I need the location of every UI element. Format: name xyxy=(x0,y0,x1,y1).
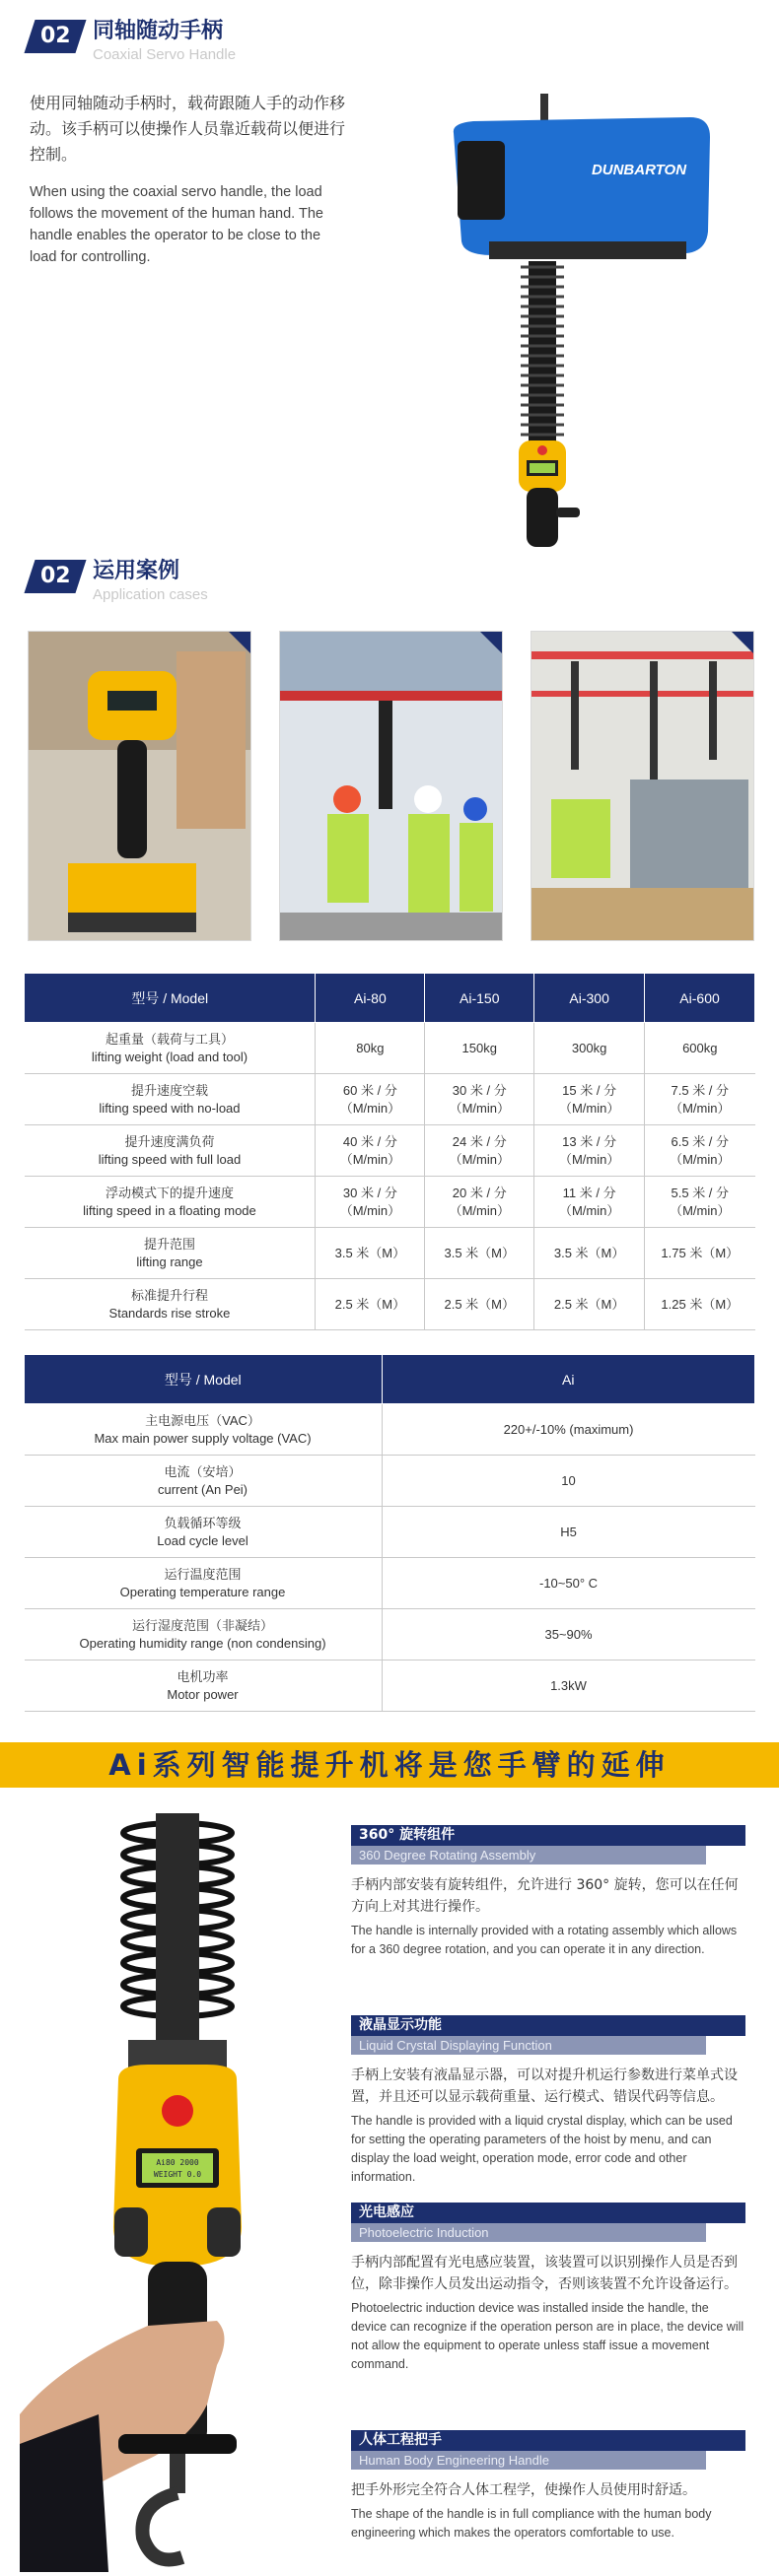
spec-value-cell xyxy=(425,1279,534,1330)
spec-value-cell: 10 xyxy=(382,1456,754,1507)
spec-value-cell xyxy=(645,1279,755,1330)
spec-label-cell xyxy=(25,1228,316,1279)
spec-value-cell xyxy=(534,1023,645,1074)
feature-block xyxy=(351,2203,745,2374)
feature-text-cn: 把手外形完全符合人体工程学，使操作人员使用时舒适。 xyxy=(351,2482,696,2498)
spec-value: 1.25 米（M） xyxy=(661,1296,740,1312)
spec-value-cell xyxy=(645,1023,755,1074)
spec-label-cn: 提升范围 xyxy=(143,1236,195,1252)
spec-value-cell xyxy=(534,1279,645,1330)
spec-value: 2.5 米（M） xyxy=(553,1296,625,1312)
table-row xyxy=(25,1125,755,1177)
table-header-cell: Ai-600 xyxy=(645,974,755,1023)
feature-text-en: The shape of the handle is in full compliance with the human body engineering which makes the operators comfortable to use. xyxy=(351,2507,712,2540)
spec-value: 150kg xyxy=(461,1040,497,1055)
feature-block xyxy=(351,2015,745,2187)
spec-label-cn: 负载循环等级 xyxy=(164,1515,242,1530)
feature-text-cn: 手柄内部配置有光电感应装置，该装置可以识别操作人员是否到位，除非操作人员发出运动指令，否则该装置不允许设备运行。 xyxy=(351,2255,738,2292)
spec-value: 3.5 米（M） xyxy=(553,1245,625,1260)
intro-text-en: When using the coaxial servo handle, the load follows the movement of the human hand. The handle enables the operator to be close to the load for controlling. xyxy=(30,184,323,265)
table-header-cell: Ai-300 xyxy=(534,974,645,1023)
table-header-row xyxy=(25,974,755,1023)
spec-value-unit: （M/min） xyxy=(339,1202,401,1218)
spec-label-cn: 运行温度范围 xyxy=(164,1566,242,1582)
spec-label-en: Load cycle level xyxy=(157,1532,248,1548)
spec-value: 600kg xyxy=(682,1040,718,1055)
spec-value-cell xyxy=(425,1074,534,1125)
feature-title-en: Human Body Engineering Handle xyxy=(351,2451,706,2470)
feature-text-en: The handle is internally provided with a rotating assembly which allows for a 360 degree rotation, and you can operate it in any direction. xyxy=(351,1924,738,1956)
spec-value-cell xyxy=(534,1074,645,1125)
spec-value-cell xyxy=(645,1074,755,1125)
feature-text-en: Photoelectric induction device was installed inside the handle, the device can recognize if the operation person are in place, the device will not allow the equipment to operate unless staff issue a movement command. xyxy=(351,2301,744,2371)
spec-value: 6.5 米 / 分 xyxy=(671,1133,730,1149)
spec-value-cell xyxy=(645,1177,755,1228)
section-title-en: Coaxial Servo Handle xyxy=(93,46,237,63)
table-header-cell: Ai-150 xyxy=(425,974,534,1023)
table-row xyxy=(25,1507,755,1558)
spec-value-unit: （M/min） xyxy=(558,1151,620,1167)
table-header-cell: Ai xyxy=(382,1355,754,1404)
table-row xyxy=(25,1558,755,1609)
feature-block xyxy=(351,1825,745,1959)
spec-value-cell xyxy=(425,1125,534,1177)
application-photo-3 xyxy=(531,631,754,941)
spec-value-unit: （M/min） xyxy=(449,1202,510,1218)
hoist-product-image xyxy=(434,94,730,567)
spec-table-models xyxy=(24,973,755,1330)
spec-label-cn: 电机功率 xyxy=(177,1668,229,1684)
spec-value-cell: 1.3kW xyxy=(382,1661,754,1712)
spec-value-cell xyxy=(534,1125,645,1177)
spec-value-cell: 220+/-10% (maximum) xyxy=(382,1404,754,1456)
feature-title-cn: 液晶显示功能 xyxy=(351,2015,745,2036)
spec-value: 24 米 / 分 xyxy=(452,1133,507,1149)
intro-text-cn: 使用同轴随动手柄时，载荷跟随人手的动作移动。该手柄可以使操作人员靠近载荷以便进行控制。 xyxy=(30,94,346,164)
spec-label-en: Motor power xyxy=(167,1686,239,1702)
section-title-en: Application cases xyxy=(93,586,208,603)
table-row xyxy=(25,1404,755,1456)
spec-label-en: Operating temperature range xyxy=(119,1584,286,1599)
spec-value: 13 米 / 分 xyxy=(562,1133,617,1149)
spec-value: 60 米 / 分 xyxy=(342,1082,397,1098)
table-row xyxy=(25,1609,755,1661)
spec-value: 80kg xyxy=(356,1040,385,1055)
spec-label-cell xyxy=(25,1661,383,1712)
spec-value: 15 米 / 分 xyxy=(562,1082,617,1098)
feature-title-en: Photoelectric Induction xyxy=(351,2223,706,2242)
table-row xyxy=(25,1074,755,1125)
spec-label-cell xyxy=(25,1507,383,1558)
spec-value-cell xyxy=(425,1228,534,1279)
spec-value-unit: （M/min） xyxy=(558,1202,620,1218)
spec-value-cell xyxy=(534,1228,645,1279)
table-header-row xyxy=(25,1355,755,1404)
feature-title-en: Liquid Crystal Displaying Function xyxy=(351,2036,706,2055)
feature-title-cn: 人体工程把手 xyxy=(351,2430,745,2451)
spec-label-cn: 提升速度满负荷 xyxy=(124,1133,215,1149)
table-row xyxy=(25,1177,755,1228)
spec-label-cell xyxy=(25,1609,383,1661)
table-row xyxy=(25,1279,755,1330)
spec-label-cell xyxy=(25,1558,383,1609)
spec-label-cell xyxy=(25,1456,383,1507)
spec-value: 3.5 米（M） xyxy=(334,1245,406,1260)
spec-value-unit: （M/min） xyxy=(449,1100,510,1116)
feature-text-en: The handle is provided with a liquid crystal display, which can be used for setting the operating parameters of the hoist by menu, and can display the load weight, operation mode, error code and other information. xyxy=(351,2114,733,2184)
spec-value-cell xyxy=(645,1228,755,1279)
spec-value: 11 米 / 分 xyxy=(562,1185,616,1200)
table-row xyxy=(25,1023,755,1074)
spec-value-unit: （M/min） xyxy=(670,1100,731,1116)
feature-text-cn: 手柄上安装有液晶显示器，可以对提升机运行参数进行菜单式设置，并且还可以显示载荷重量、运行模式、错误代码等信息。 xyxy=(351,2068,738,2105)
spec-label-cell xyxy=(25,1404,383,1456)
feature-block xyxy=(351,2430,745,2542)
spec-value: 5.5 米 / 分 xyxy=(671,1185,730,1200)
spec-value-cell: 35~90% xyxy=(382,1609,754,1661)
spec-label-en: Standards rise stroke xyxy=(108,1305,231,1321)
brand-logo: DUNBARTON xyxy=(591,162,687,178)
spec-value: 300kg xyxy=(571,1040,607,1055)
feature-title-cn: 光电感应 xyxy=(351,2203,745,2223)
spec-label-cell xyxy=(25,1177,316,1228)
spec-value: 40 米 / 分 xyxy=(342,1133,397,1149)
feature-title-en: 360 Degree Rotating Assembly xyxy=(351,1846,706,1864)
section-header-handle xyxy=(30,18,236,65)
spec-label-en: Operating humidity range (non condensing) xyxy=(79,1635,326,1651)
spec-value: 1.75 米（M） xyxy=(661,1245,740,1260)
spec-label-cell xyxy=(25,1279,316,1330)
spec-label-cn: 标准提升行程 xyxy=(130,1287,208,1303)
feature-text-cn: 手柄内部安装有旋转组件，允许进行 360° 旋转，您可以在任何方向上对其进行操作。 xyxy=(351,1877,739,1915)
table-header-cell: 型号 / Model xyxy=(25,1355,383,1404)
spec-value-unit: （M/min） xyxy=(558,1100,620,1116)
lcd-line-2: WEIGHT 0.0 xyxy=(153,2170,202,2179)
spec-value-cell xyxy=(316,1177,425,1228)
spec-value-cell: H5 xyxy=(382,1507,754,1558)
table-row xyxy=(25,1228,755,1279)
spec-value-cell xyxy=(316,1125,425,1177)
lcd-line-1: Ai80 2000 xyxy=(156,2158,199,2167)
spec-value-unit: （M/min） xyxy=(339,1100,401,1116)
spec-value-cell xyxy=(316,1023,425,1074)
spec-value: 3.5 米（M） xyxy=(444,1245,516,1260)
spec-value-cell xyxy=(645,1125,755,1177)
spec-label-cn: 运行湿度范围（非凝结） xyxy=(132,1617,274,1633)
section-number-badge: 02 xyxy=(24,20,86,53)
spec-label-cn: 提升速度空载 xyxy=(130,1082,208,1098)
spec-value-unit: （M/min） xyxy=(449,1151,510,1167)
spec-label-en: lifting speed with full load xyxy=(98,1151,242,1167)
spec-value: 7.5 米 / 分 xyxy=(671,1082,730,1098)
section-title-cn: 运用案例 xyxy=(93,559,180,583)
spec-label-en: current (An Pei) xyxy=(157,1481,248,1497)
spec-value-cell xyxy=(316,1279,425,1330)
spec-value-cell xyxy=(425,1023,534,1074)
section-header-cases xyxy=(30,558,208,605)
table-header-cell: 型号 / Model xyxy=(25,974,316,1023)
spec-value: 2.5 米（M） xyxy=(444,1296,516,1312)
spec-value: 2.5 米（M） xyxy=(334,1296,406,1312)
section-number-badge: 02 xyxy=(24,560,86,593)
spec-value-unit: （M/min） xyxy=(339,1151,401,1167)
spec-label-en: Max main power supply voltage (VAC) xyxy=(94,1430,312,1446)
spec-value: 30 米 / 分 xyxy=(342,1185,397,1200)
slogan-banner xyxy=(0,1742,779,1788)
application-photo-2 xyxy=(279,631,503,941)
feature-title-cn: 360° 旋转组件 xyxy=(351,1825,745,1846)
spec-label-cell xyxy=(25,1023,316,1074)
spec-value-cell xyxy=(316,1074,425,1125)
spec-label-cell xyxy=(25,1074,316,1125)
slogan-text: Ai系列智能提升机将是您手臂的延伸 xyxy=(108,1748,671,1782)
spec-label-cn: 电流（安培） xyxy=(164,1463,242,1479)
table-header-cell: Ai-80 xyxy=(316,974,425,1023)
spec-label-cn: 浮动模式下的提升速度 xyxy=(105,1185,234,1200)
spec-table-electrical xyxy=(24,1354,755,1712)
spec-label-en: lifting speed with no-load xyxy=(99,1100,241,1116)
spec-label-cn: 起重量（载荷与工具） xyxy=(105,1031,234,1047)
handle-in-hand-image xyxy=(20,1813,335,2572)
spec-label-en: lifting range xyxy=(136,1254,203,1269)
spec-label-cell xyxy=(25,1125,316,1177)
spec-value-cell xyxy=(534,1177,645,1228)
spec-label-en: lifting weight (load and tool) xyxy=(91,1049,248,1064)
section-title-cn: 同轴随动手柄 xyxy=(93,19,224,43)
spec-value-cell: -10~50° C xyxy=(382,1558,754,1609)
spec-value-cell xyxy=(425,1177,534,1228)
spec-value: 20 米 / 分 xyxy=(452,1185,507,1200)
table-row xyxy=(25,1661,755,1712)
spec-value-unit: （M/min） xyxy=(670,1151,731,1167)
table-row xyxy=(25,1456,755,1507)
application-photo-1 xyxy=(28,631,251,941)
spec-label-cn: 主电源电压（VAC） xyxy=(145,1412,260,1428)
spec-value-unit: （M/min） xyxy=(670,1202,731,1218)
spec-label-en: lifting speed in a floating mode xyxy=(83,1202,256,1218)
spec-value: 30 米 / 分 xyxy=(452,1082,507,1098)
spec-value-cell xyxy=(316,1228,425,1279)
